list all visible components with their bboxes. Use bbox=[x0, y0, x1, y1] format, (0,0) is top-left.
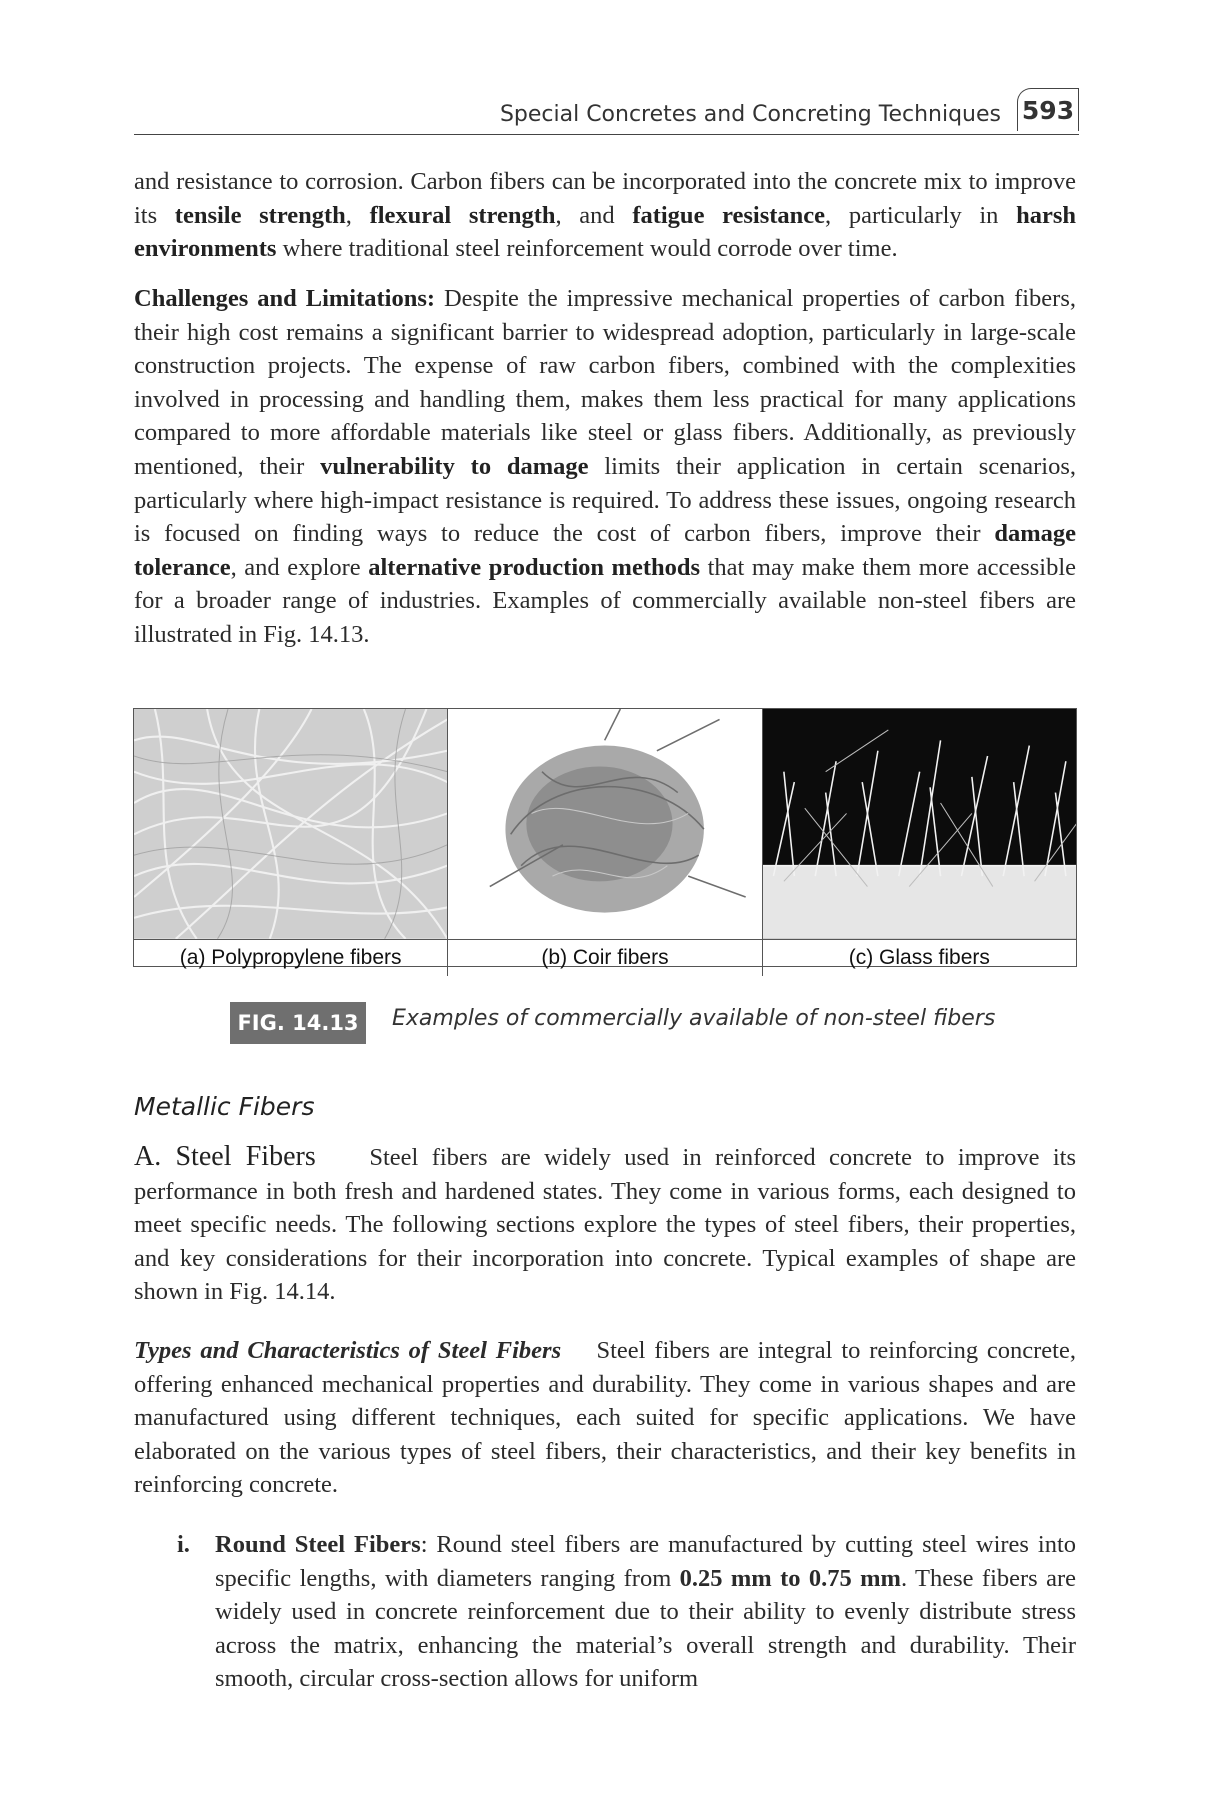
section-heading: Metallic Fibers bbox=[134, 1092, 315, 1121]
term-harsh-environments: harsh environments bbox=[134, 201, 1076, 263]
figure-14-13 bbox=[133, 708, 1077, 967]
figure-label: FIG. 14.13 bbox=[230, 1002, 366, 1044]
page-header bbox=[134, 86, 1079, 135]
term-tensile-strength: tensile strength bbox=[174, 201, 346, 229]
steel-fibers-heading: A. Steel Fibers bbox=[134, 1141, 316, 1172]
types-paragraph: Types and Characteristics of Steel Fibers Steel fibers are integral to reinforcing concrete, offering enhanced mechanical properties and durability. They come in various shapes and are manufactured using different techniques, each suited for specific applications. We have elaborated on the various types of steel fibers, their characteristics, and their key benefits in reinforcing concrete. bbox=[134, 1337, 1076, 1499]
running-head: Special Concretes and Concreting Techniques bbox=[499, 102, 1001, 127]
figure-caption: Examples of commercially available of non-steel fibers bbox=[392, 1006, 996, 1031]
term-vulnerability: vulnerability to damage bbox=[320, 452, 589, 480]
page-number: 593 bbox=[1017, 88, 1079, 131]
term-diameter-range: 0.25 mm to 0.75 mm bbox=[679, 1564, 901, 1592]
intro-paragraph: and resistance to corrosion. Carbon fibers can be incorporated into the concrete mix to improve its tensile strength, flexural strength, and fatigue resistance, particularly in harsh environments where traditional steel reinforcement would corrode over time. bbox=[134, 168, 1076, 263]
term-flexural-strength: flexural strength bbox=[369, 201, 556, 229]
caption-glass: (c) Glass fibers bbox=[848, 945, 990, 969]
list-item: i. Round Steel Fibers: Round steel fibers are manufactured by cutting steel wires into specific lengths, with diameters ranging from 0.25 mm to 0.75 mm. These fibers are widely used in concrete reinforcement due to their ability to evenly distribute stress across the matrix, enhancing the material’s overall strength and durability. Their smooth, circular cross-section allows for uniform bbox=[182, 1528, 1076, 1696]
list-number: i. bbox=[177, 1531, 190, 1558]
steel-fibers-paragraph: A. Steel Fibers Steel fibers are widely used in reinforced concrete to improve its performance in both fresh and hardened states. They come in various forms, each designed to meet specific needs. The following sections explore the types of steel fibers, their properties, and key considerations for their incorporation into concrete. Typical examples of shape are shown in Fig. 14.14. bbox=[134, 1141, 1077, 1306]
caption-polypropylene: (a) Polypropylene fibers bbox=[134, 940, 448, 976]
challenges-heading: Challenges and Limitations: bbox=[134, 285, 436, 312]
term-alternative-production: alternative production methods bbox=[368, 553, 701, 581]
glass-fibers-image bbox=[763, 709, 1076, 939]
term-fatigue-resistance: fatigue resistance bbox=[632, 201, 826, 229]
list-item-heading: Round Steel Fibers bbox=[215, 1531, 421, 1558]
coir-fibers-image bbox=[448, 709, 762, 939]
types-heading: Types and Characteristics of Steel Fibers bbox=[134, 1337, 562, 1364]
caption-coir: (b) Coir fibers bbox=[448, 940, 762, 976]
term-damage-tolerance: damage tolerance bbox=[134, 520, 1076, 581]
challenges-paragraph: Challenges and Limitations: Despite the impressive mechanical properties of carbon fibers, their high cost remains a significant barrier to widespread adoption, particularly in large-scale construction projects. The expense of raw carbon fibers, combined with the complexities involved in processing and handling them, makes them less practical for many applications compared to more affordable materials like steel or glass fibers. Additionally, as previously mentioned, their vulnerability to damage limits their application in certain scenarios, particularly where high-impact resistance is required. To address these issues, ongoing research is focused on finding ways to reduce the cost of carbon fibers, improve their damage tolerance, and explore alternative production methods that may make them more accessible for a broader range of industries. Examples of commercially available non-steel fibers are illustrated in Fig. 14.13. bbox=[134, 285, 1077, 648]
polypropylene-fibers-image bbox=[134, 709, 448, 939]
